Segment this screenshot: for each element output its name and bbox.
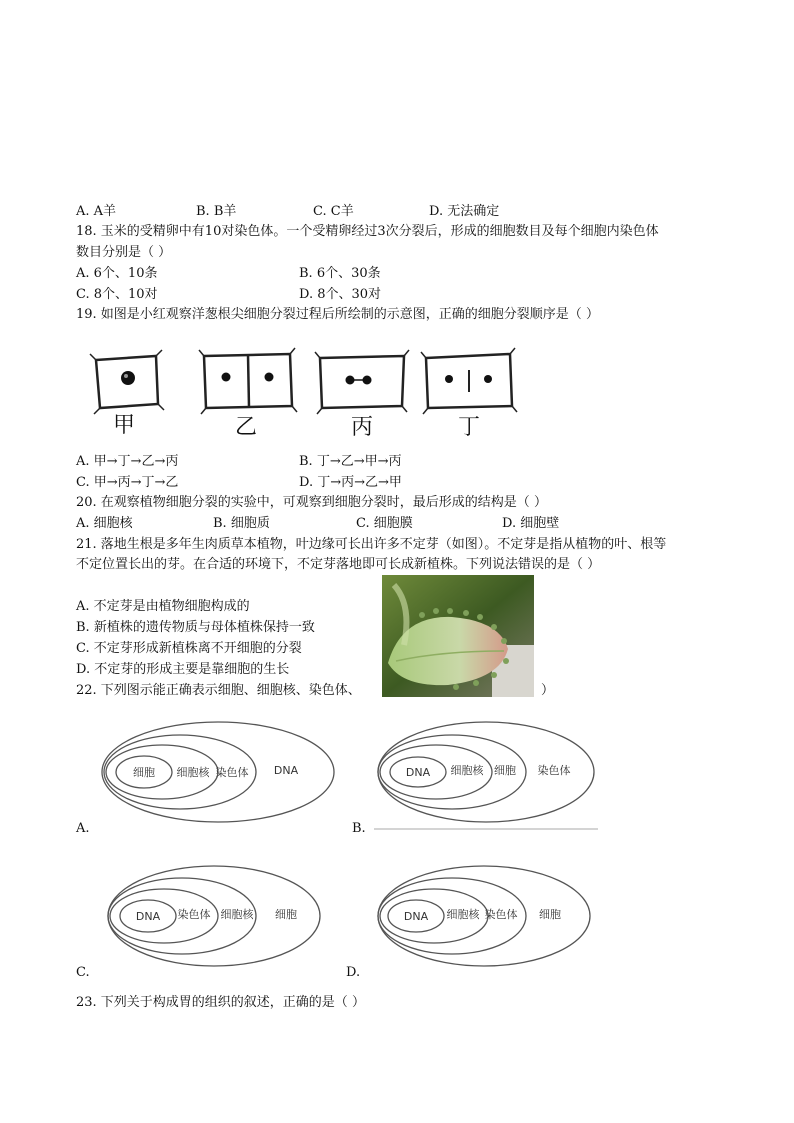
diagram-c-label-1: DNA xyxy=(135,910,161,923)
q17-option-d: D. 无法确定 xyxy=(429,204,500,219)
diagram-d-label-1: DNA xyxy=(403,910,429,923)
q17-option-c: C. C羊 xyxy=(313,204,354,219)
q22-stem-tail: ） xyxy=(541,683,555,698)
cell-label-jia: 甲 xyxy=(112,413,136,438)
q20-option-d: D. 细胞壁 xyxy=(502,516,560,531)
diagram-d-label-3: 染色体 xyxy=(484,908,518,921)
q22-option-d-letter: D. xyxy=(346,965,361,980)
q18-option-a: A. 6个、10条 xyxy=(76,266,158,281)
q20-option-b: B. 细胞质 xyxy=(213,516,270,531)
diagram-b-label-2: 细胞核 xyxy=(450,764,484,777)
cell-bing xyxy=(315,350,409,414)
diagram-b-label-1: DNA xyxy=(405,766,431,779)
q21-option-b: B. 新植株的遗传物质与母体植株保持一致 xyxy=(76,620,315,635)
cell-jia xyxy=(90,350,164,414)
q22-option-a-letter: A. xyxy=(76,821,90,836)
q23-stem: 23. 下列关于构成胃的组织的叙述，正确的是（ ） xyxy=(76,995,365,1010)
q17-option-b: B. B羊 xyxy=(196,204,237,219)
diagram-c-label-4: 细胞 xyxy=(275,908,297,921)
q18-option-c: C. 8个、10对 xyxy=(76,287,158,302)
cell-label-ding: 丁 xyxy=(457,415,481,440)
diagram-d-label-2: 细胞核 xyxy=(446,908,480,921)
q22-option-c-letter: C. xyxy=(76,965,90,980)
q18-stem-line1: 18. 玉米的受精卵中有10对染色体。一个受精卵经过3次分裂后，形成的细胞数目及每个细胞内染色体 xyxy=(76,224,659,239)
q18-stem-line2: 数目分别是（ ） xyxy=(76,245,172,260)
cell-label-bing: 丙 xyxy=(350,415,374,440)
q21-option-a: A. 不定芽是由植物细胞构成的 xyxy=(76,599,250,614)
q19-option-c: C. 甲→丙→丁→乙 xyxy=(76,475,179,490)
diagram-d-label-4: 细胞 xyxy=(539,908,561,921)
q20-option-c: C. 细胞膜 xyxy=(356,516,413,531)
q18-option-d: D. 8个、30对 xyxy=(299,287,382,302)
q18-option-b: B. 6个、30条 xyxy=(299,266,381,281)
diagram-b-label-4: 染色体 xyxy=(537,764,571,777)
cell-division-diagram xyxy=(86,342,526,442)
q21-stem-line1: 21. 落地生根是多年生肉质草本植物，叶边缘可长出许多不定芽（如图）。不定芽是指从植物的叶、根等 xyxy=(76,537,667,552)
diagram-a xyxy=(100,718,340,830)
diagram-c-label-3: 细胞核 xyxy=(220,908,254,921)
q20-stem: 20. 在观察植物细胞分裂的实验中，可观察到细胞分裂时，最后形成的结构是（ ） xyxy=(76,495,547,510)
q19-option-d: D. 丁→丙→乙→甲 xyxy=(299,475,402,490)
cell-yi xyxy=(199,348,297,414)
q21-stem-line2: 不定位置长出的芽。在合适的环境下，不定芽落地即可长成新植株。下列说法错误的是（ ） xyxy=(76,557,601,572)
cell-ding xyxy=(421,348,517,414)
q19-stem: 19. 如图是小红观察洋葱根尖细胞分裂过程后所绘制的示意图，正确的细胞分裂顺序是（ ） xyxy=(76,307,599,322)
diagram-b xyxy=(374,718,604,830)
diagram-a-label-2: 细胞核 xyxy=(176,766,210,779)
diagram-a-label-1: 细胞 xyxy=(133,766,155,779)
q22-option-b-letter: B. xyxy=(352,821,366,836)
q19-option-b: B. 丁→乙→甲→丙 xyxy=(299,454,402,469)
diagram-d xyxy=(374,862,600,972)
q19-option-a: A. 甲→丁→乙→丙 xyxy=(76,454,179,469)
q21-option-d: D. 不定芽的形成主要是靠细胞的生长 xyxy=(76,662,290,677)
q20-option-a: A. 细胞核 xyxy=(76,516,133,531)
diagram-c-label-2: 染色体 xyxy=(177,908,211,921)
diagram-a-label-3: 染色体 xyxy=(215,766,249,779)
kalanchoe-leaf-photo xyxy=(382,575,534,697)
q21-option-c: C. 不定芽形成新植株离不开细胞的分裂 xyxy=(76,641,302,656)
q22-stem: 22. 下列图示能正确表示细胞、细胞核、染色体、 xyxy=(76,683,361,698)
diagram-b-label-3: 细胞 xyxy=(494,764,516,777)
diagram-a-label-4: DNA xyxy=(273,764,299,777)
diagram-c xyxy=(104,862,328,972)
q17-option-a: A. A羊 xyxy=(76,204,117,219)
cell-label-yi: 乙 xyxy=(234,415,258,440)
